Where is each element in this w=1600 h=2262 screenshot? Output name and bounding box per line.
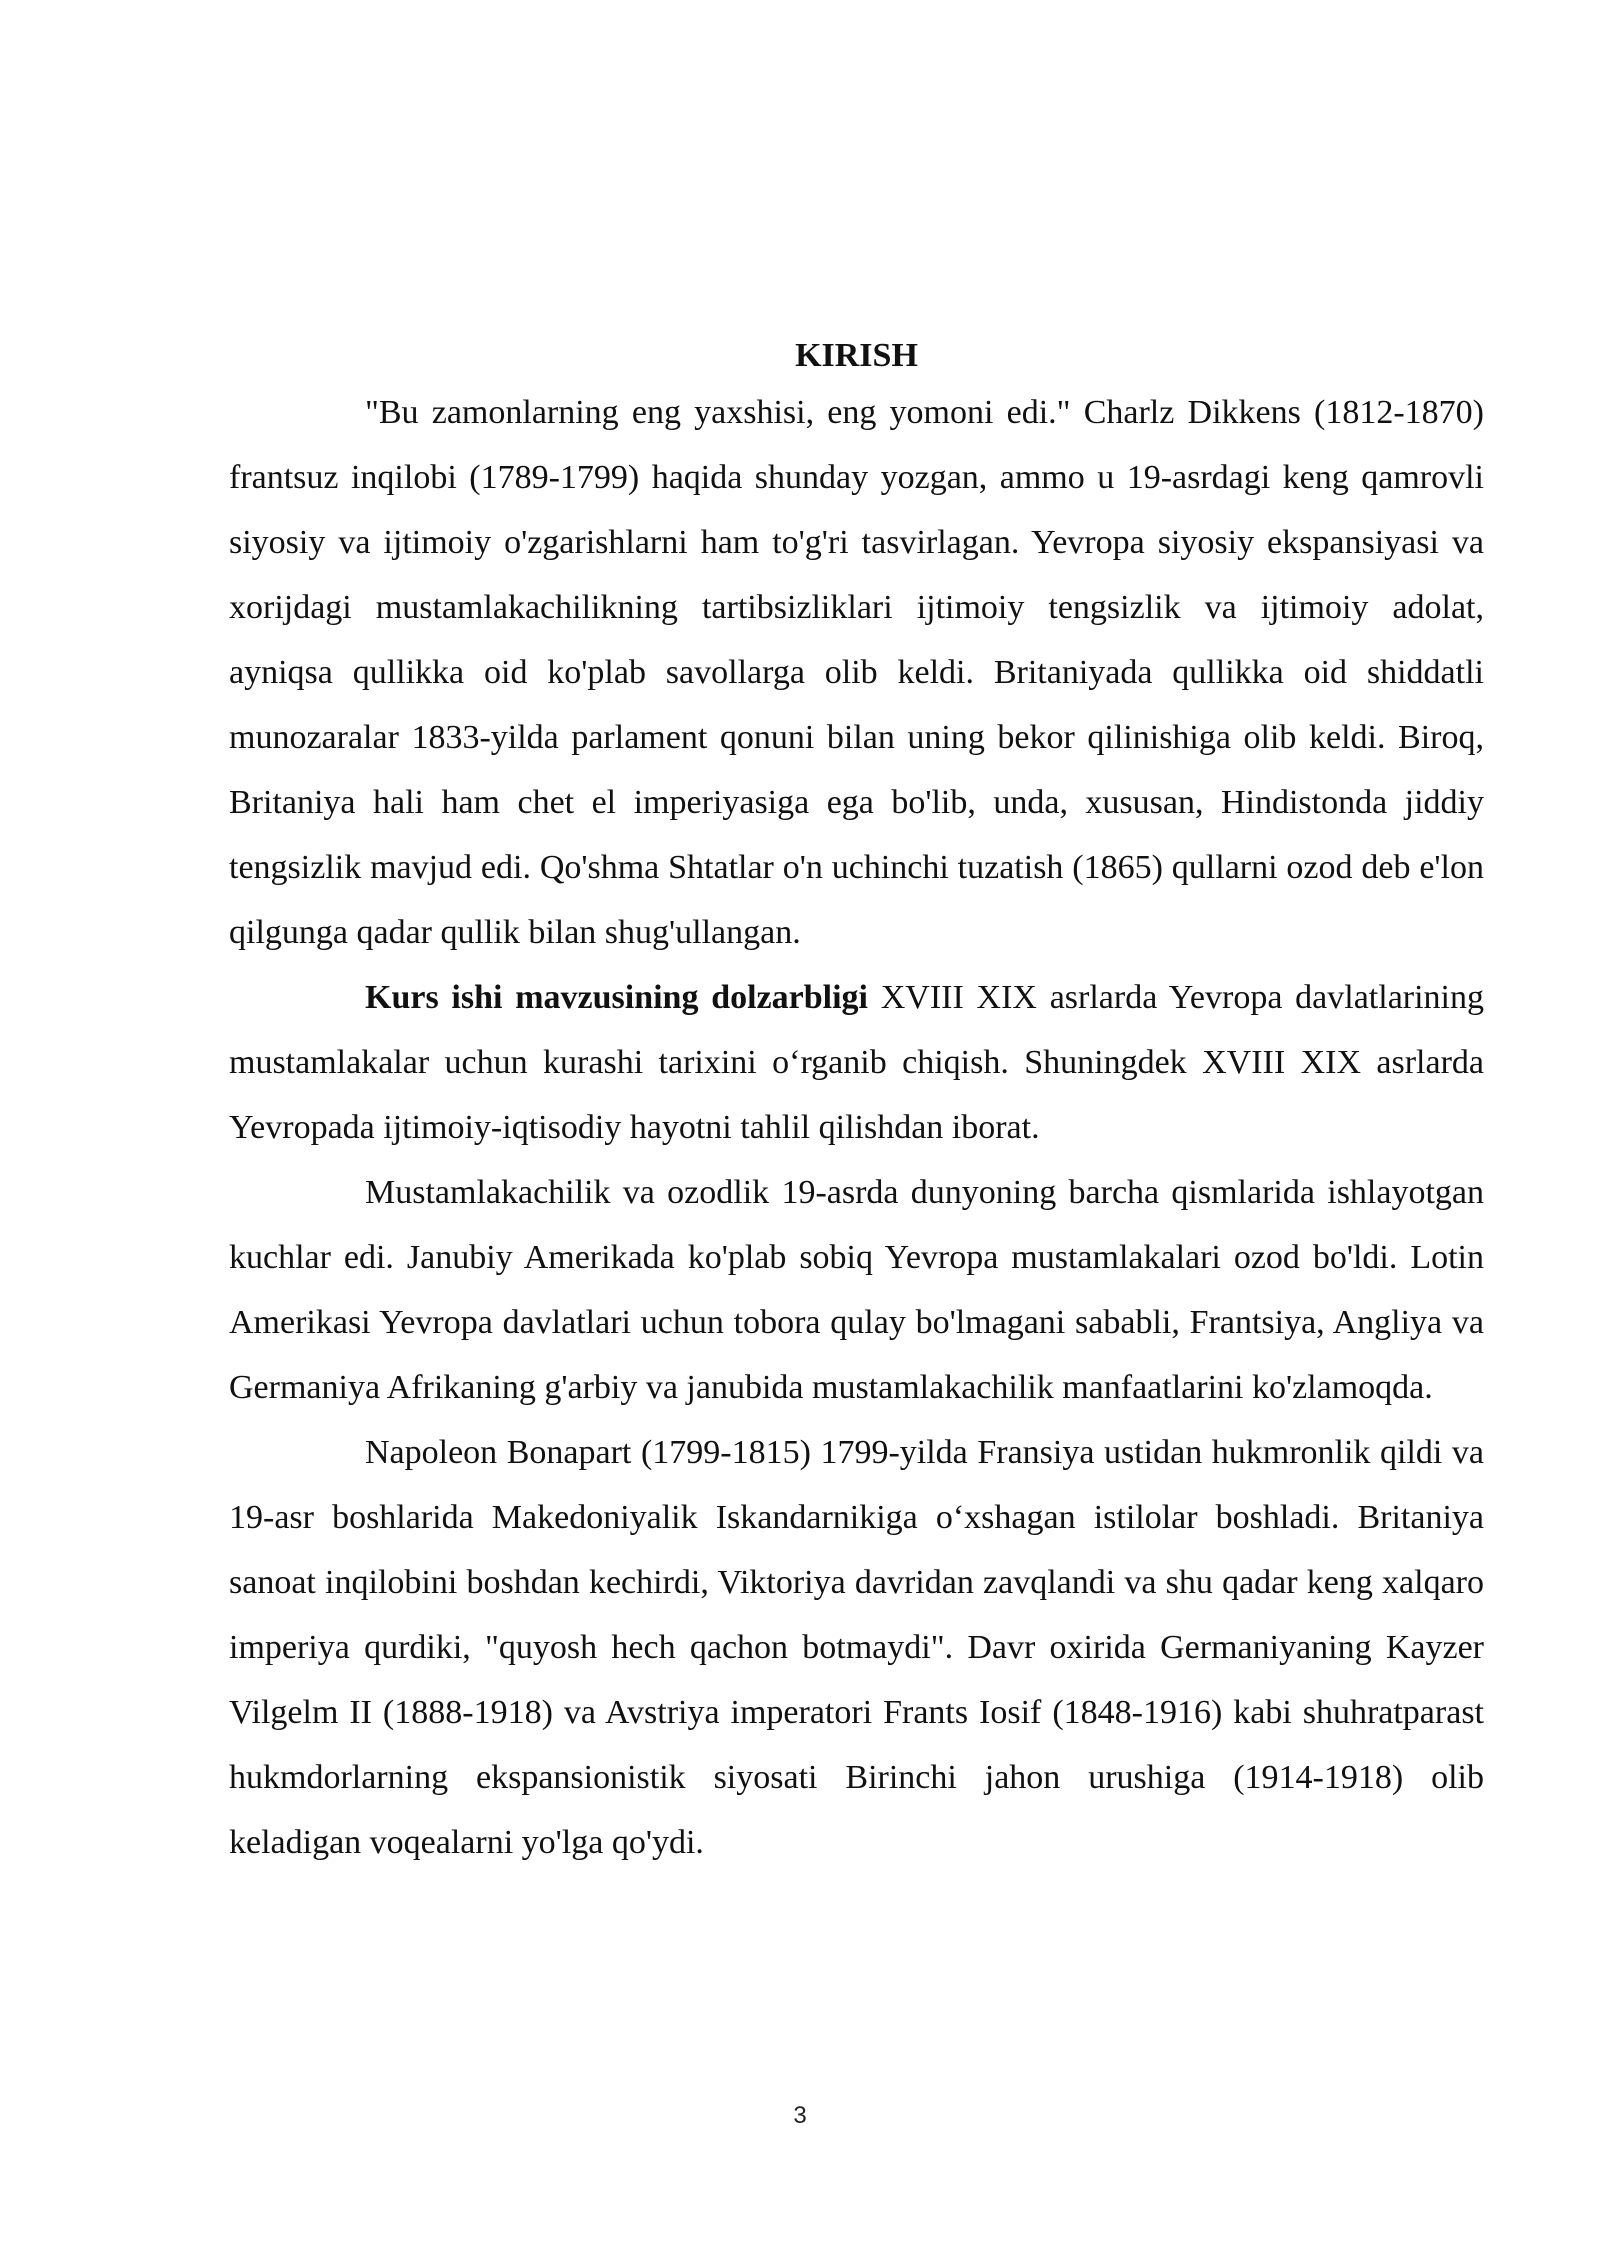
page-number: 3 — [793, 2102, 807, 2129]
paragraph-text: "Bu zamonlarning eng yaxshisi, eng yomoni edi." Charlz Dikkens (1812-1870) frantsuz inqilobi (1789-1799) haqida shunday yozgan, ammo u 19-asrdagi keng qamrovli siyosiy va ijtimoiy o'zgarishlarni ham to'g'ri tasvirlagan. Yevropa siyosiy ekspansiyasi va xorijdagi mustamlakachilikning tartibsizliklari ijtimoiy tengsizlik va ijtimoiy adolat, ayniqsa qullikka oid ko'plab savollarga olib keldi. Britaniyada qullikka oid shiddatli munozaralar 1833-yilda parlament qonuni bilan uning bekor qilinishiga olib keldi. Biroq, Britaniya hali ham chet el imperiyasiga ega bo'lib, unda, xususan, Hindistonda jiddiy tengsizlik mavjud edi. Qo'shma Shtatlar o'n uchinchi tuzatish (1865) qullarni ozod deb e'lon qilgunga qadar qullik bilan shug'ullangan. — [229, 394, 1484, 951]
paragraph-text: Napoleon Bonapart (1799-1815) 1799-yilda Fransiya ustidan hukmronlik qildi va 19-asr boshlarida Makedoniyalik Iskandarnikiga o‘xshagan istilolar boshladi. Britaniya sanoat inqilobini boshdan kechirdi, Viktoriya davridan zavqlandi va shu qadar keng xalqaro imperiya qurdiki, "quyosh hech qachon botmaydi". Davr oxirida Germaniyaning Kayzer Vilgelm II (1888-1918) va Avstriya imperatori Frants Iosif (1848-1916) kabi shuhratparast hukmdorlarning ekspansionistik siyosati Birinchi jahon urushiga (1914-1918) olib keladigan voqealarni yo'lga qo'ydi. — [229, 1434, 1484, 1861]
page-body — [229, 332, 1484, 1875]
paragraph-text: Mustamlakachilik va ozodlik 19-asrda dunyoning barcha qismlarida ishlayotgan kuchlar edi. Janubiy Amerikada ko'plab sobiq Yevropa mustamlakalari ozod bo'ldi. Lotin Amerikasi Yevropa davlatlari uchun tobora qulay bo'lmagani sababli, Frantsiya, Angliya va Germaniya Afrikaning g'arbiy va janubida mustamlakachilik manfaatlarini ko'zlamoqda. — [229, 1174, 1484, 1406]
paragraph-text: XVIII XIX asrlarda Yevropa davlatlarining mustamlakalar uchun kurashi tarixini o‘rganib chiqish. Shuningdek XVIII XIX asrlarda Yevropada ijtimoiy-iqtisodiy hayotni tahlil qilishdan iborat. — [229, 979, 1484, 1146]
paragraph-napoleon — [229, 1420, 1484, 1875]
paragraph-bold-lead: Kurs ishi mavzusining dolzarbligi — [365, 979, 868, 1016]
paragraph-colonialism — [229, 1160, 1484, 1420]
section-title: KIRISH — [795, 337, 918, 374]
paragraph-relevance — [229, 965, 1484, 1160]
paragraph-intro-quote — [229, 380, 1484, 965]
